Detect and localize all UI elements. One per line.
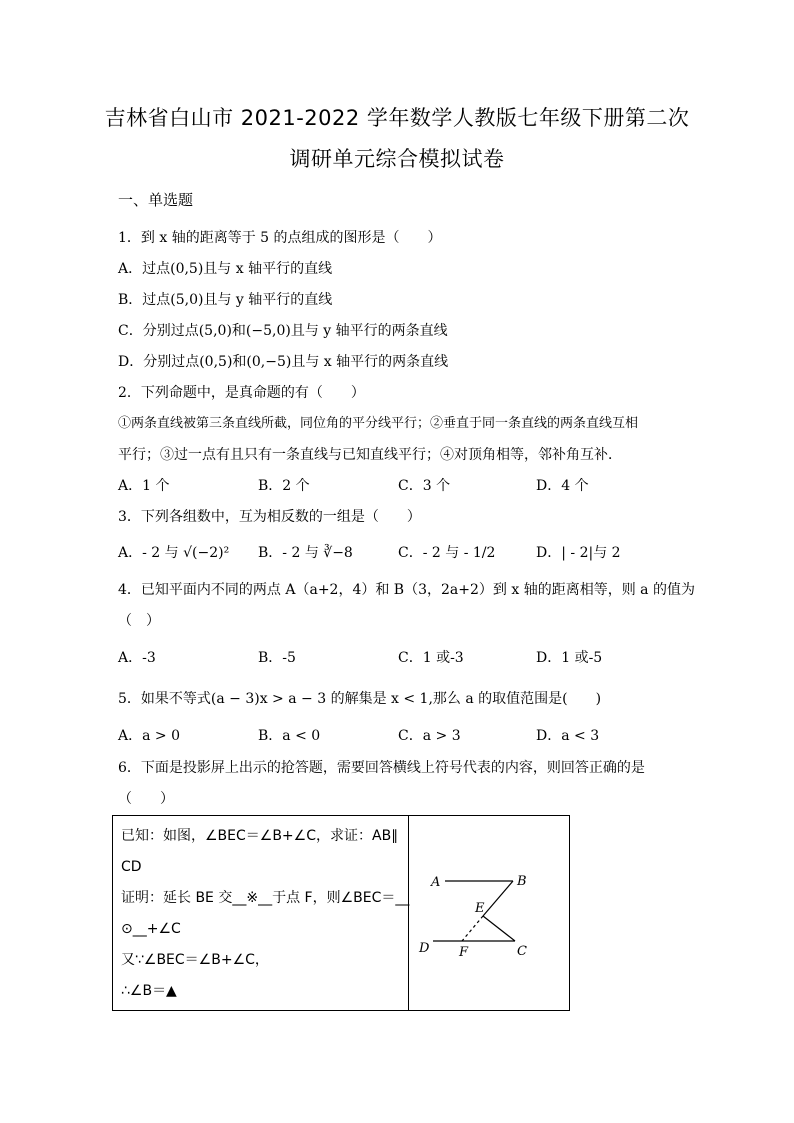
q5-option-c: C．a > 3: [398, 728, 461, 744]
q5-option-d: D．a < 3: [536, 728, 600, 744]
q3-stem: 3．下列各组数中，互为相反数的一组是（ ）: [118, 509, 421, 525]
q2-option-a: A．1 个: [118, 478, 170, 494]
q2-option-c: C．3 个: [398, 478, 451, 494]
proof-line-6: ∴∠B＝▲: [121, 983, 177, 999]
q6-stem-line2: （ ）: [118, 791, 174, 807]
segment-ef-dashed: [462, 916, 483, 941]
label-f: F: [459, 945, 469, 960]
q6-stem-line1: 6．下面是投影屏上出示的抢答题，需要回答横线上符号代表的内容，则回答正确的是: [118, 760, 645, 776]
q2-option-d: D．4 个: [536, 478, 589, 494]
q3-option-d: D．| - 2|与 2: [536, 545, 621, 561]
label-c: C: [517, 944, 527, 959]
q5-option-b: B．a < 0: [258, 728, 321, 744]
q5-option-a: A．a > 0: [118, 728, 180, 744]
geometry-figure: [413, 856, 553, 966]
proof-divider: [408, 816, 409, 1010]
q2-body-line1: ①两条直线被第三条直线所截，同位角的平分线平行；②垂直于同一条直线的两条直线互相: [118, 416, 639, 431]
section-heading: 一、单选题: [118, 191, 194, 209]
proof-table: [112, 815, 570, 1011]
proof-line-3: 证明：延长 BE 交__※__于点 F，则∠BEC＝__: [121, 890, 410, 906]
q3-option-a: A．- 2 与 √(−2)²: [118, 545, 230, 561]
proof-line-1: 已知：如图，∠BEC＝∠B+∠C，求证：AB∥: [121, 828, 399, 844]
q3-option-c: C．- 2 与 - 1/2: [398, 545, 496, 561]
proof-line-5: 又∵∠BEC＝∠B+∠C，: [121, 952, 269, 968]
label-b: B: [517, 874, 527, 889]
q4-option-c: C．1 或-3: [398, 650, 464, 666]
segment-be: [483, 881, 513, 916]
label-a: A: [431, 875, 441, 890]
q4-option-b: B．-5: [258, 650, 296, 666]
q4-option-a: A．-3: [118, 650, 156, 666]
page-title-line2: 调研单元综合模拟试卷: [289, 147, 505, 171]
label-d: D: [419, 941, 430, 956]
proof-line-4: ⊙__+∠C: [121, 921, 181, 937]
q1-option-c: C．分别过点(5,0)和(−5,0)且与 y 轴平行的两条直线: [118, 323, 448, 339]
q2-body-line2: 平行；③过一点有且只有一条直线与已知直线平行；④对顶角相等，邻补角互补．: [118, 447, 622, 463]
segment-ec: [483, 916, 515, 941]
q1-option-b: B．过点(5,0)且与 y 轴平行的直线: [118, 292, 333, 308]
q5-stem: 5．如果不等式(a − 3)x > a − 3 的解集是 x < 1,那么 a 的取值范围是( ): [118, 691, 602, 707]
q2-stem: 2．下列命题中，是真命题的有（ ）: [118, 385, 365, 401]
q4-option-d: D．1 或-5: [536, 650, 603, 666]
q3-option-b: B．- 2 与 ∛−8: [258, 545, 353, 561]
q1-option-a: A．过点(0,5)且与 x 轴平行的直线: [118, 261, 333, 277]
q2-option-b: B．2 个: [258, 478, 310, 494]
proof-line-2: CD: [121, 859, 142, 875]
q4-stem-line2: （ ）: [118, 613, 160, 629]
q1-option-d: D．分别过点(0,5)和(0,−5)且与 x 轴平行的两条直线: [118, 354, 449, 370]
q1-stem: 1．到 x 轴的距离等于 5 的点组成的图形是（ ）: [118, 230, 442, 246]
label-e: E: [475, 901, 485, 916]
q4-stem-line1: 4．已知平面内不同的两点 A（a+2，4）和 B（3，2a+2）到 x 轴的距离相等，则 a 的值为: [118, 582, 695, 598]
page-title-line1: 吉林省白山市 2021-2022 学年数学人教版七年级下册第二次: [104, 106, 690, 130]
